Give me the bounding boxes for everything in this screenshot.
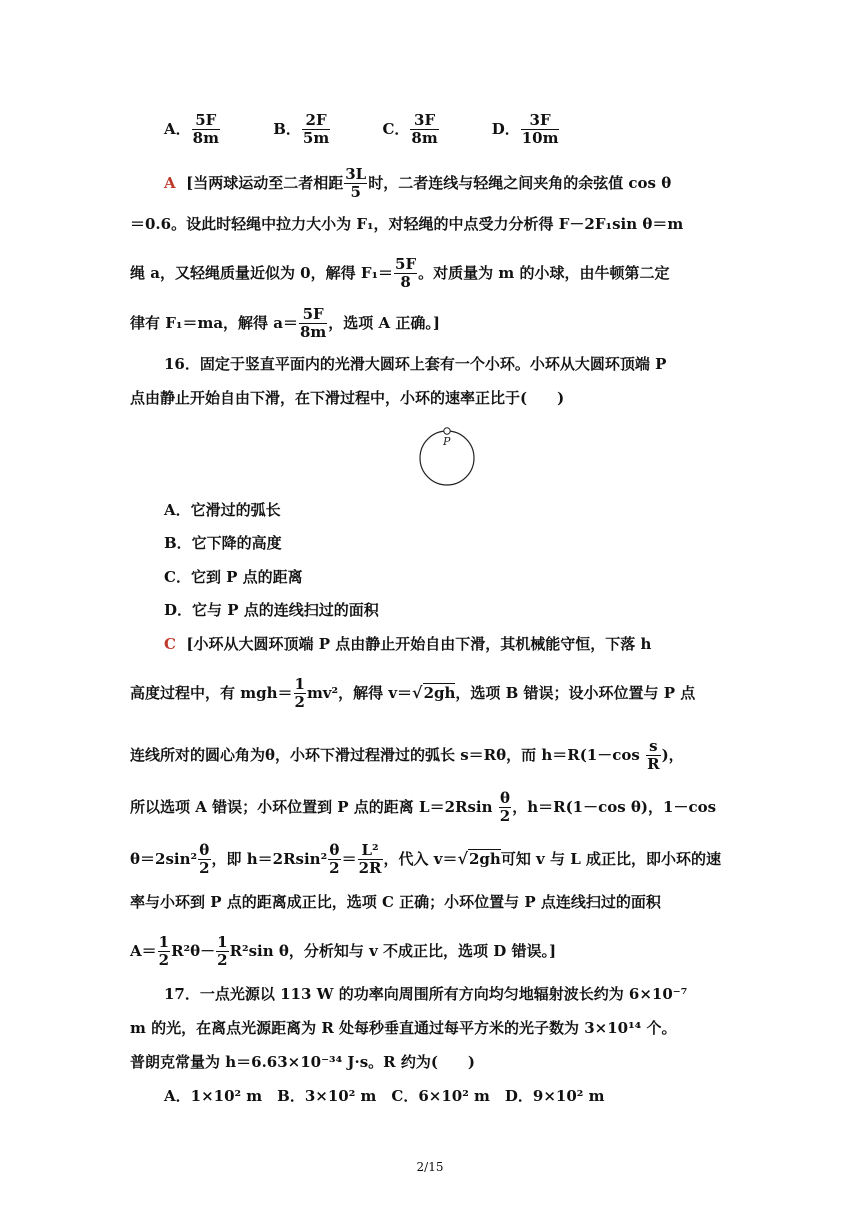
q17-stem-line-1: 17．一点光源以 113 W 的功率向周围所有方向均匀地辐射波长约为 6×10⁻⁷: [164, 985, 688, 1003]
q16-answer-line-3: 连线所对的圆心角为θ，小环下滑过程滑过的弧长 s＝Rθ，而 h＝R(1－cos $\frac{s}{R}$ )，: [130, 737, 684, 774]
answer-letter: A: [164, 173, 176, 192]
q17-stem-line-2: m 的光，在离点光源距离为 R 处每秒垂直通过每平方米的光子数为 3×10¹⁴ 个。: [130, 1019, 677, 1037]
q16-stem-line-2: 点由静止开始自由下滑，在下滑过程中，小环的速率正比于( ): [130, 389, 565, 407]
q15-option-b: B． $\frac{2F}{5m}$: [273, 111, 330, 148]
q15-answer-line-2: ＝0.6。设此时轻绳中拉力大小为 F₁，对轻绳的中点受力分析得 F－2F₁sin θ＝m: [130, 215, 684, 233]
q17-options: A．1×10² m B．3×10² m C．6×10² m D．9×10² m: [164, 1087, 605, 1105]
q15-option-c: C． $\frac{3F}{8m}$: [382, 111, 438, 148]
q15-option-a: A． $\frac{5F}{8m}$: [164, 111, 219, 148]
q15-answer-line-3: 绳 a，又轻绳质量近似为 0，解得 F₁＝ $\frac{5F}{8}$ 。对质量为 m 的小球，由牛顿第二定: [130, 255, 670, 292]
ring-figure: [412, 422, 482, 488]
point-p-label: P: [443, 435, 451, 448]
q16-answer-line-5: θ＝2sin² $\frac{\theta}{2}$ ，即 h＝2Rsin² $\frac{\theta}{2}$ ＝ $\frac{\text{L²}}{2R}$ ，代入 v＝√2gh可知 v 与 L 成正比，即小环的速: [130, 841, 721, 878]
q16-answer-line-1: C [小环从大圆环顶端 P 点由静止开始自由下滑，其机械能守恒，下落 h: [164, 635, 652, 653]
q16-answer-line-2: 高度过程中，有 mgh＝ $\frac{1}{2}$ mv²，解得 v＝√2gh，选项 B 错误；设小环位置与 P 点: [130, 675, 696, 712]
q17-stem-line-3: 普朗克常量为 h＝6.63×10⁻³⁴ J·s。R 约为( ): [130, 1053, 476, 1071]
q16-answer-line-4: 所以选项 A 错误；小环位置到 P 点的距离 L＝2Rsin $\frac{\theta}{2}$ ，h＝R(1－cos θ)，1－cos: [130, 789, 717, 826]
q16-option-d: D．它与 P 点的连线扫过的面积: [164, 601, 379, 619]
q16-answer-line-6: 率与小环到 P 点的距离成正比，选项 C 正确；小环位置与 P 点连线扫过的面积: [130, 893, 661, 911]
q16-option-b: B．它下降的高度: [164, 534, 282, 552]
answer-letter: C: [164, 635, 176, 653]
small-ring: [444, 428, 450, 434]
q16-option-c: C．它到 P 点的距离: [164, 568, 303, 586]
q16-stem-line-1: 16．固定于竖直平面内的光滑大圆环上套有一个小环。小环从大圆环顶端 P: [164, 355, 667, 373]
page-number: 2/15: [416, 1160, 444, 1174]
q16-answer-line-7: A＝ $\frac{1}{2}$ R²θ－ $\frac{1}{2}$ R²sin θ，分析知与 v 不成正比，选项 D 错误。]: [130, 933, 557, 970]
q15-option-d: D． $\frac{3F}{10m}$: [491, 111, 559, 148]
q15-options: [164, 112, 560, 148]
q16-option-a: A．它滑过的弧长: [164, 501, 281, 519]
q15-answer-line-1: A [当两球运动至二者相距 $\frac{3L}{5}$ 时，二者连线与轻绳之间夹角的余弦值 cos θ: [164, 165, 672, 202]
q15-answer-line-4: 律有 F₁＝ma，解得 a＝ $\frac{5F}{8m}$ ，选项 A 正确。]: [130, 305, 440, 342]
